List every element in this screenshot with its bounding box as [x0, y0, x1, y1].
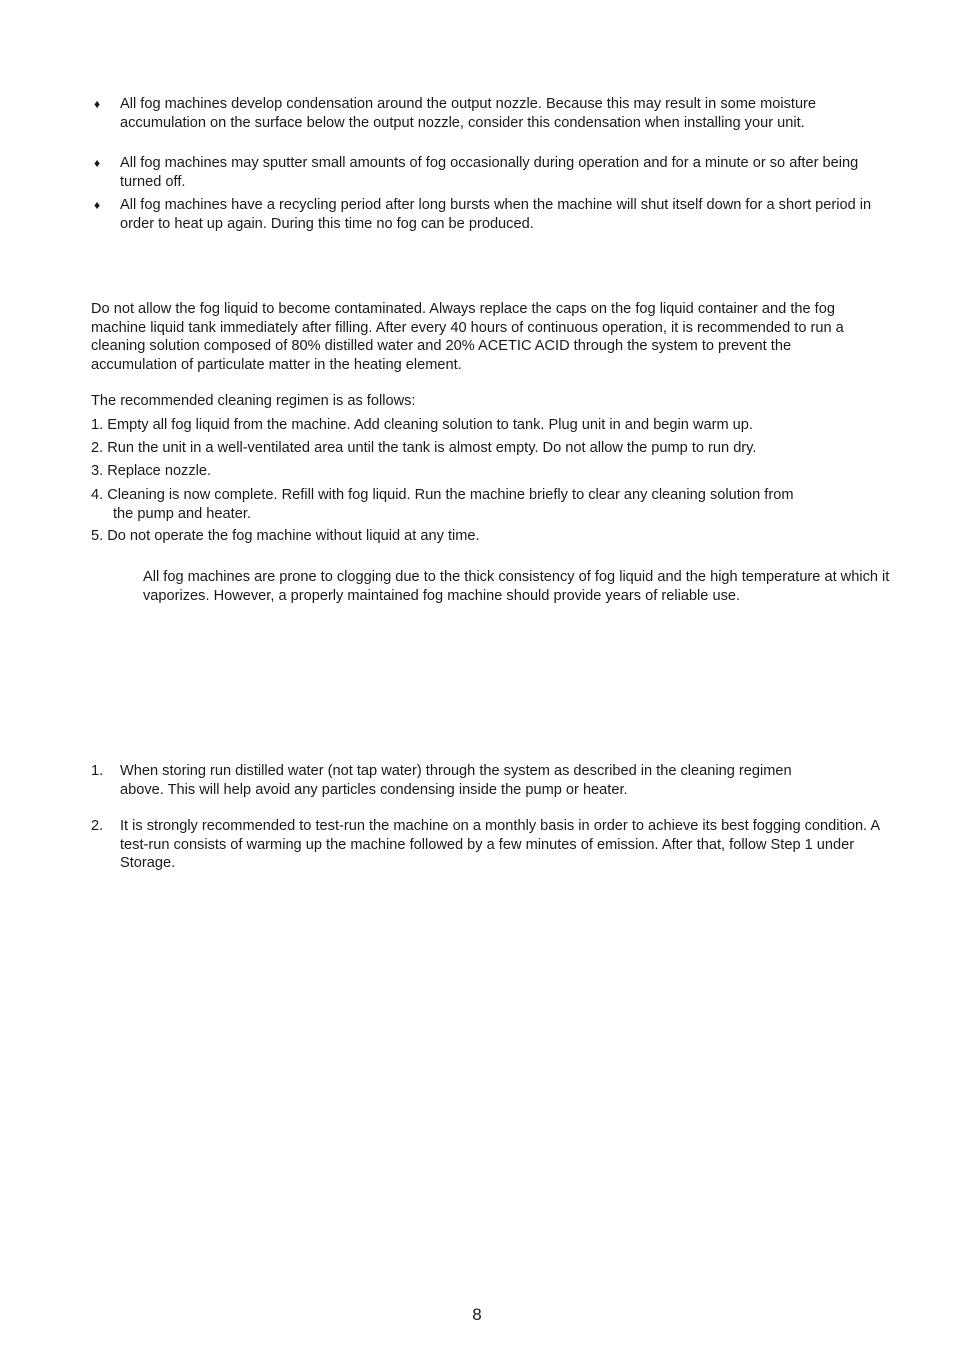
storage-item: 1. When storing run distilled water (not tap water) through the system as described in the cleaning regimen above. This will help avoid any particles condensing inside the pump or heater. [91, 763, 792, 798]
diamond-bullet-icon: ♦ [94, 156, 101, 170]
bullet-text: All fog machines may sputter small amounts of fog occasionally during operation and for a minute or so after being turned off. [120, 155, 859, 190]
regimen-intro: The recommended cleaning regimen is as follows: [91, 393, 416, 409]
bullet-item [94, 95, 894, 132]
bullet-text: All fog machines develop condensation around the output nozzle. Because this may result in some moisture accumulation on the surface below the output nozzle, consider this condensation when installing your unit. [120, 96, 817, 131]
clogging-note: All fog machines are prone to clogging due to the thick consistency of fog liquid and the high temperature at which it vaporizes. However, a properly maintained fog machine should provide years of reliable use. [143, 569, 890, 604]
regimen-step: 3. Replace nozzle. [91, 463, 212, 479]
bullet-item [94, 196, 894, 233]
bullet-item [94, 154, 894, 191]
regimen-step: 4. Cleaning is now complete. Refill with fog liquid. Run the machine briefly to clear any cleaning solution from the pump and heater. [91, 487, 794, 522]
regimen-step: 5. Do not operate the fog machine without liquid at any time. [91, 528, 480, 544]
bullet-text: All fog machines have a recycling period after long bursts when the machine will shut itself down for a short period in order to heat up again. During this time no fog can be produced. [120, 197, 872, 232]
diamond-bullet-icon: ♦ [94, 198, 101, 212]
page-number: 8 [472, 1305, 482, 1324]
regimen-step: 2. Run the unit in a well-ventilated area until the tank is almost empty. Do not allow the pump to run dry. [91, 440, 757, 456]
regimen-step: 1. Empty all fog liquid from the machine. Add cleaning solution to tank. Plug unit in and begin warm up. [91, 417, 753, 433]
maintenance-paragraph: Do not allow the fog liquid to become contaminated. Always replace the caps on the fog liquid container and the fog machine liquid tank immediately after filling. After every 40 hours of continuous operation, it is recommended to run a cleaning solution composed of 80% distilled water and 20% ACETIC ACID through the system to prevent the accumulation of particulate matter in the heating element. [91, 301, 844, 373]
storage-item: 2. It is strongly recommended to test-run the machine on a monthly basis in order to achieve its best fogging condition. A test-run consists of warming up the machine followed by a few minutes of emission. After that, follow Step 1 under Storage. [91, 818, 880, 871]
diamond-bullet-icon: ♦ [94, 97, 101, 111]
